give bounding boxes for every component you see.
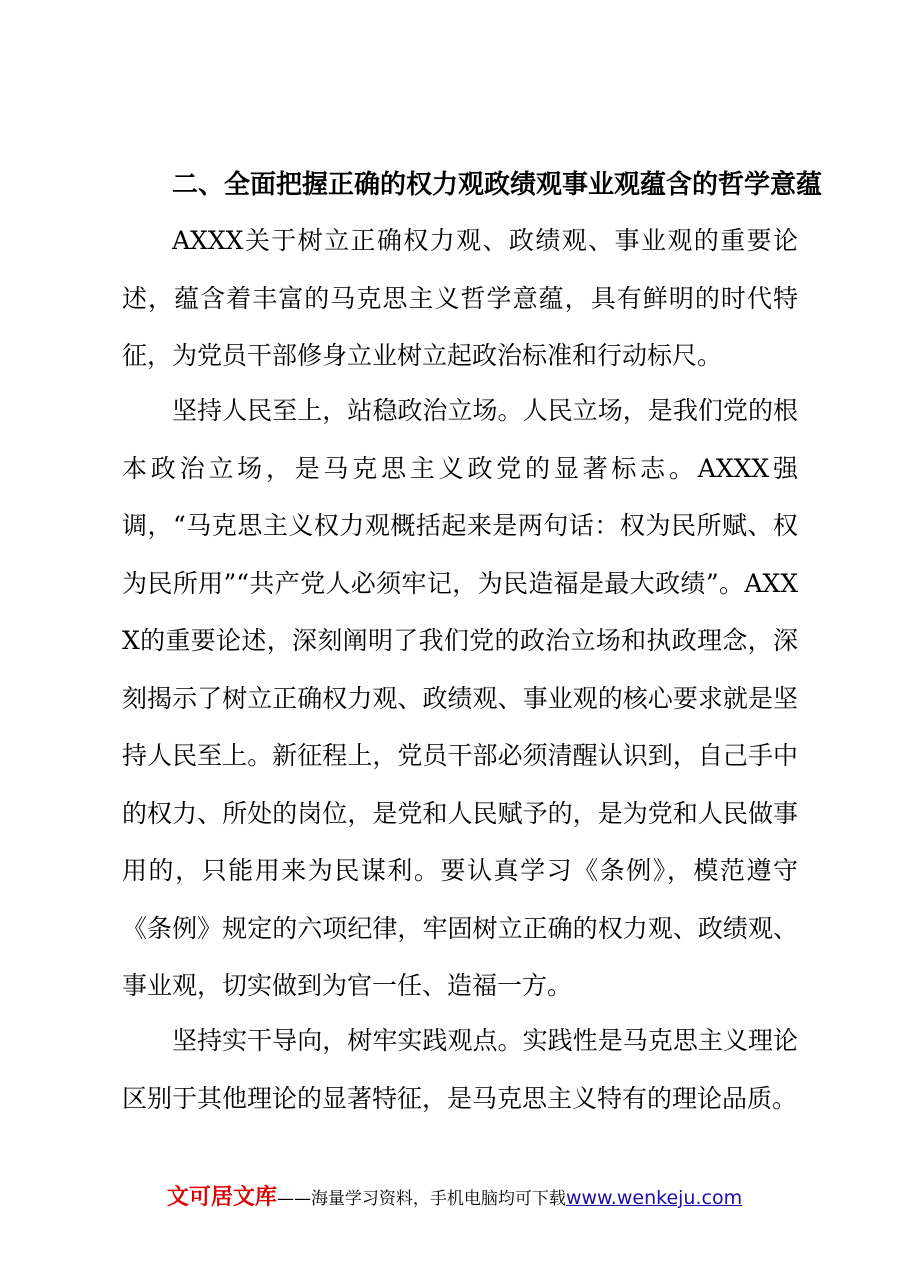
footer-brand-name: 文可居文库: [166, 1185, 277, 1210]
section-heading: 二、全面把握正确的权力观政绩观事业观蕴含的哲学意蕴: [172, 170, 823, 200]
footer-slogan: ——海量学习资料，手机电脑均可下载: [276, 1189, 566, 1209]
paragraph-practice: 坚持实干导向，树牢实践观点。实践性是马克思主义理论区别于其他理论的显著特征，是马克思主义特有的理论品质。: [122, 1026, 798, 1113]
paragraph-intro: AXXX关于树立正确权力观、政绩观、事业观的重要论述，蕴含着丰富的马克思主义哲学意蕴，具有鲜明的时代特征，为党员干部修身立业树立起政治标准和行动标尺。: [122, 226, 798, 370]
page-footer: [0, 1180, 909, 1211]
footer-website-link[interactable]: www.wenkeju.com: [565, 1187, 743, 1209]
paragraph-people-first: 坚持人民至上，站稳政治立场。人民立场，是我们党的根本政治立场，是马克思主义政党的显著标志。AXXX强调，“马克思主义权力观概括起来是两句话：权为民所赋、权为民所用”“共产党人必须牢记，为民造福是最大政绩”。AXXX的重要论述，深刻阐明了我们党的政治立场和执政理念，深刻揭示了树立正确权力观、政绩观、事业观的核心要求就是坚持人民至上。新征程上，党员干部必须清醒认识到，自己手中的权力、所处的岗位，是党和人民赋予的，是为党和人民做事用的，只能用来为民谋利。要认真学习《条例》，模范遵守《条例》规定的六项纪律，牢固树立正确的权力观、政绩观、事业观，切实做到为官一任、造福一方。: [122, 396, 798, 1000]
